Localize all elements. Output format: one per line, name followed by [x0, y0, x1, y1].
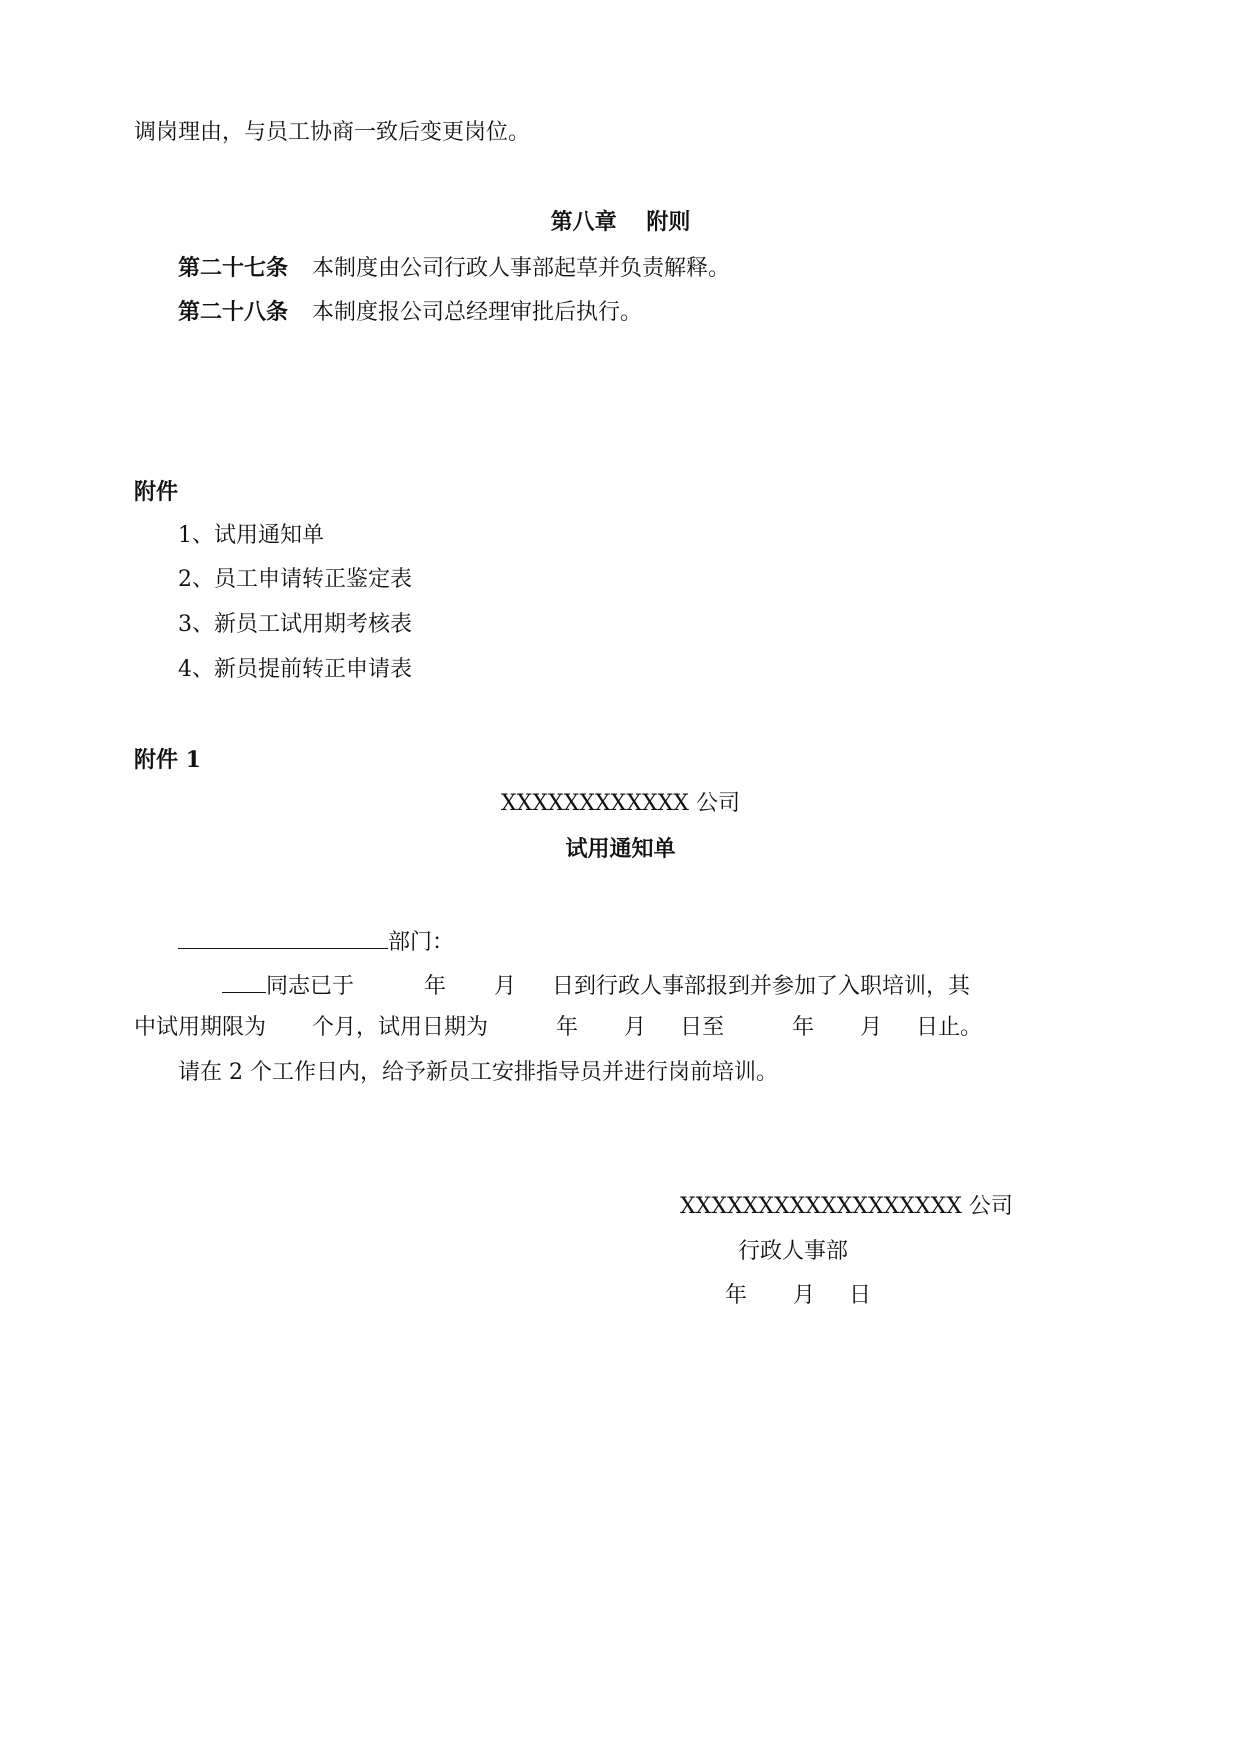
attachments-heading: 附件 [134, 479, 179, 505]
continuation-text: 调岗理由，与员工协商一致后变更岗位。 [134, 120, 531, 145]
department-line [178, 924, 454, 958]
notice-text: 中试用期限为 [134, 1015, 267, 1040]
year-label: 年 [725, 1283, 748, 1308]
notice-line-1 [222, 968, 970, 1002]
signature-date [725, 1281, 871, 1311]
department-label: 部门： [388, 930, 455, 955]
notice-text: 同志已于 [266, 974, 355, 999]
article-28 [178, 297, 642, 328]
notice-line-2 [134, 1013, 982, 1043]
article-label: 第二十七条 [178, 255, 289, 281]
attachment-item: 3、新员工试用期考核表 [178, 612, 412, 637]
notice-line-3: 请在 2 个工作日内，给予新员工安排指导员并进行岗前培训。 [178, 1060, 778, 1085]
attachment-item: 4、新员提前转正申请表 [178, 657, 412, 682]
month-label: 月 [624, 1015, 647, 1040]
article-label: 第二十八条 [178, 299, 289, 325]
day-label: 日止。 [916, 1015, 983, 1040]
day-label: 日 [849, 1283, 872, 1308]
month-label: 月 [494, 974, 517, 999]
article-27 [178, 253, 730, 284]
year-label: 年 [556, 1015, 579, 1040]
signature-dept: 行政人事部 [738, 1239, 849, 1264]
form-company: XXXXXXXXXXXX 公司 [501, 791, 740, 816]
notice-text: 日到行政人事部报到并参加了入职培训，其 [552, 974, 971, 999]
form-title: 试用通知单 [565, 836, 676, 862]
year-label: 年 [424, 974, 447, 999]
chapter-title: 第八章 附则 [550, 209, 691, 235]
notice-text: 个月，试用日期为 [312, 1015, 489, 1040]
attachment-item: 2、员工申请转正鉴定表 [178, 567, 412, 592]
attachment1-heading: 附件 1 [134, 747, 201, 773]
article-text: 本制度由公司行政人事部起草并负责解释。 [312, 256, 731, 281]
month-label: 月 [793, 1283, 816, 1308]
day-label: 日至 [680, 1015, 725, 1040]
month-label: 月 [860, 1015, 883, 1040]
article-text: 本制度报公司总经理审批后执行。 [312, 300, 643, 325]
department-blank [178, 924, 388, 949]
attachment-item: 1、试用通知单 [178, 523, 324, 548]
name-blank [222, 968, 266, 993]
year-label: 年 [792, 1015, 815, 1040]
signature-company: XXXXXXXXXXXXXXXXXX 公司 [680, 1194, 1013, 1219]
